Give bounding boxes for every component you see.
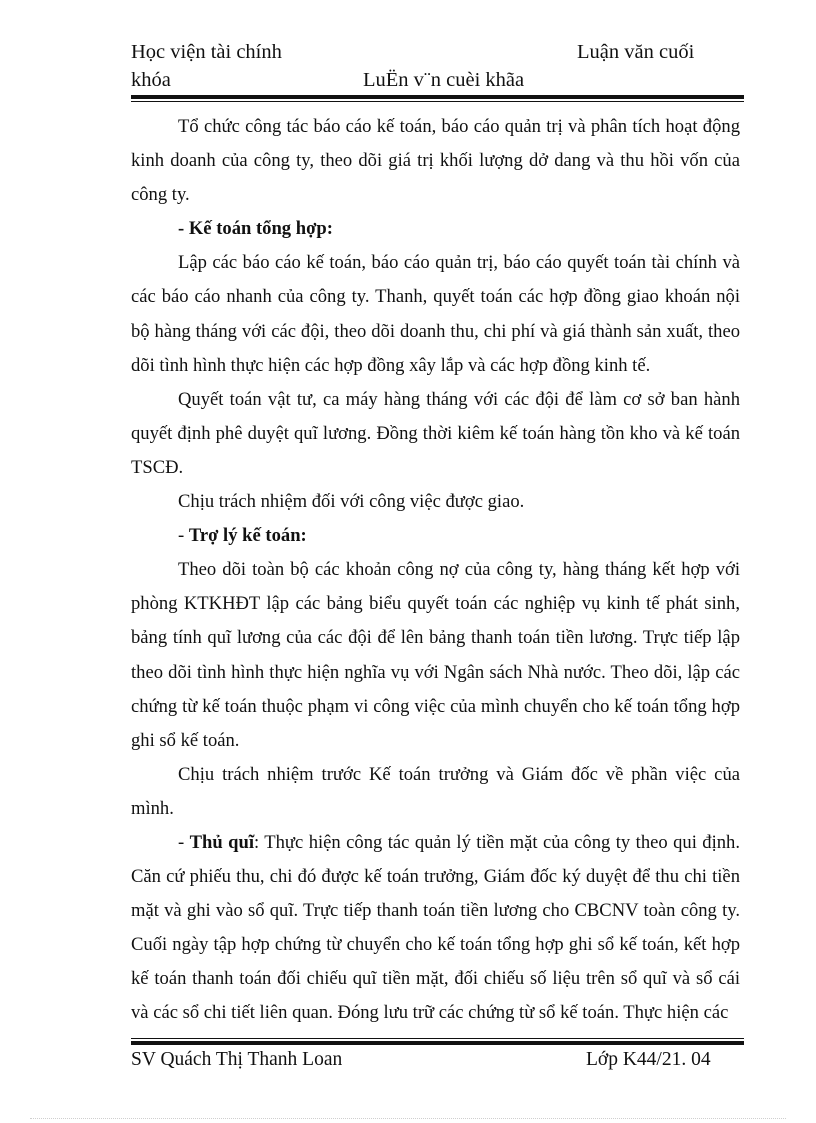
footer-rule-thin <box>131 1038 744 1039</box>
page-body <box>131 110 740 1031</box>
section-heading-tro-ly-ke-toan <box>131 519 740 553</box>
header-thesis-title-wrap: khóa <box>131 69 171 91</box>
thu-quy-prefix: - <box>178 831 190 853</box>
paragraph: Tổ chức công tác báo cáo kế toán, báo cáo quản trị và phân tích hoạt động kinh doanh của công ty, theo dõi giá trị khối lượng dở dang và thu hồi vốn của công ty. <box>131 116 740 206</box>
thu-quy-text: : Thực hiện công tác quản lý tiền mặt của công ty theo qui định. Căn cứ phiếu thu, chi đó được kế toán trưởng, Giám đốc ký duyệt để thu chi tiền mặt và ghi vào sổ quĩ. Trực tiếp thanh toán tiền lương cho CBCNV toàn công ty. Cuối ngày tập hợp chứng từ chuyển cho kế toán tổng hợp ghi sổ kế toán, kết hợp kế toán thanh toán đối chiếu quĩ tiền mặt, đối chiếu số liệu trên sổ quĩ và sổ cái và các sổ chi tiết liên quan. Đóng lưu trữ các chứng từ sổ kế toán. Thực hiện các <box>131 831 740 1024</box>
footer-rule-thick <box>131 1041 744 1045</box>
paragraph: Theo dõi toàn bộ các khoản công nợ của công ty, hàng tháng kết hợp với phòng KTKHĐT lập các bảng biểu quyết toán các nghiệp vụ kinh tế phát sinh, bảng tính quĩ lương của các đội để lên bảng thanh toán tiền lương. Trực tiếp lập theo dõi tình hình thực hiện nghĩa vụ với Ngân sách Nhà nước. Theo dõi, lập các chứng từ kế toán thuộc phạm vi công việc của mình chuyển cho kế toán tổng hợp ghi sổ kế toán. <box>131 559 740 751</box>
page-bottom-dotted-line <box>30 1118 786 1119</box>
header-garbled-title: LuËn v¨n cuèi khãa <box>363 69 525 91</box>
paragraph: Chịu trách nhiệm trước Kế toán trưởng và Giám đốc về phần việc của mình. <box>131 763 740 819</box>
header-rule-thin <box>131 101 744 102</box>
section-heading-ke-toan-tong-hop: - Kế toán tổng hợp: <box>178 218 333 240</box>
header-thesis-title: Luận văn cuối <box>577 41 695 63</box>
paragraph: Quyết toán vật tư, ca máy hàng tháng với các đội để làm cơ sở ban hành quyết định phê duyệt quĩ lương. Đồng thời kiêm kế toán hàng tồn kho và kế toán TSCĐ. <box>131 388 740 478</box>
header-institution: Học viện tài chính <box>131 41 282 63</box>
footer-class: Lớp K44/21. 04 <box>586 1049 711 1070</box>
heading-prefix: - <box>178 525 189 547</box>
paragraph: Chịu trách nhiệm đối với công việc được giao. <box>178 491 525 513</box>
thu-quy-term: Thủ quĩ <box>189 831 255 853</box>
footer-student-name: SV Quách Thị Thanh Loan <box>131 1049 343 1070</box>
paragraph: Lập các báo cáo kế toán, báo cáo quản trị, báo cáo quyết toán tài chính và các báo cáo nhanh của công ty. Thanh, quyết toán các hợp đồng giao khoán nội bộ hàng tháng với các đội, theo dõi doanh thu, chi phí và giá thành sản xuất, theo dõi tình hình thực hiện các hợp đồng xây lắp và các hợp đồng kinh tế. <box>131 252 740 376</box>
header-rule-thick <box>131 95 744 99</box>
heading-text: Trợ lý kế toán: <box>188 525 307 547</box>
paragraph-thu-quy <box>131 826 740 1031</box>
